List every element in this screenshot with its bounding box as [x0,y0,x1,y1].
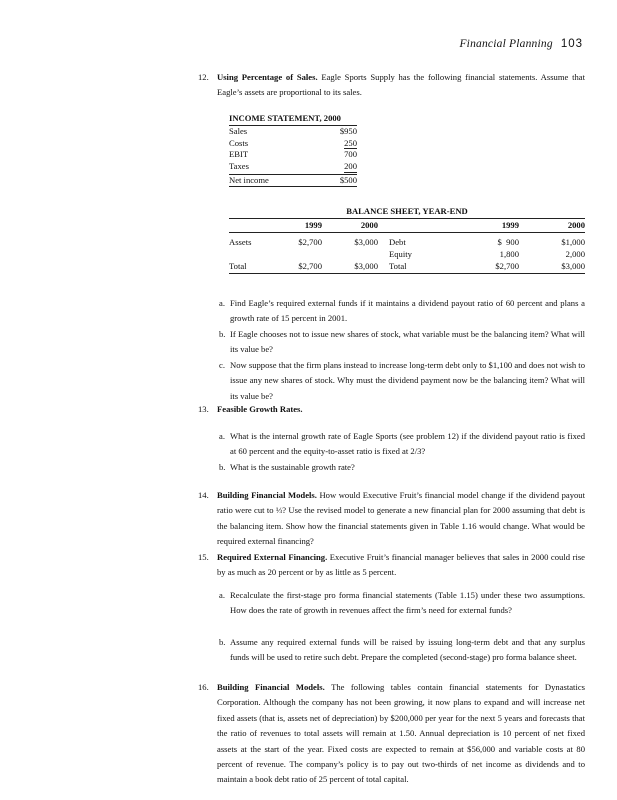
subquestion [219,429,585,460]
row-label: EBIT [229,149,249,160]
problem-title: Using Percentage of Sales. [217,72,318,82]
cell: $3,000 [354,261,378,271]
problem-text: The following tables contain financial statements for Dynastatics Corporation. Although the company has not been growing, it now plans to expand and will increase net fixed assets (that is, assets net of depreciation) by $200,000 per year for the next 5 years and forecasts that the ratio of revenues to total assets will remain at 1.50. Annual depreciation is 10 percent of net fixed assets at the start of the year. Fixed costs are expected to remain at $56,000 and variable costs at 80 percent of revenue. The company’s policy is to pay out two-thirds of net income as dividends and to maintain a book debt ratio of 25 percent of total capital. [217,682,585,785]
problem-title: Building Financial Models. [217,490,317,500]
running-header [459,38,583,50]
row-value: 250 [344,137,357,148]
row-label: Equity [389,249,412,259]
problem-number: 12. [198,72,209,82]
income-statement-table [229,112,357,187]
table-header [229,219,585,233]
problem-13 [198,402,585,417]
problem-12 [198,70,585,101]
balance-sheet-title: BALANCE SHEET, YEAR-END [229,205,585,219]
table-row [229,149,357,161]
row-value: $950 [339,126,357,136]
column-header: 2000 [360,220,378,230]
table-row [229,138,357,150]
subquestion-text: Now suppose that the firm plans instead to increase long-term debt only to $1,100 and does not wish to issue any new shares of stock. Why must the dividend payment now be the balancing item? What will its value be? [230,360,585,401]
table-row [229,248,585,260]
cell: $3,000 [561,261,585,271]
problem-text: Eagle Sports Supply has the following financial statements. Assume that Eagle’s assets are proportional to its sales. [217,72,585,98]
balance-sheet-table [229,205,585,274]
row-label: Costs [229,137,249,148]
subquestion-text: What is the internal growth rate of Eagle Sports (see problem 12) if the dividend payout ratio is fixed at 60 percent and the equity-to-asset ratio is fixed at 2/3? [230,431,585,457]
problem-number: 14. [198,490,209,500]
row-label: Taxes [229,161,249,172]
subquestion-letter: b. [219,462,226,472]
row-label: Total [229,261,247,271]
subquestion-text: Assume any required external funds will be raised by issuing long-term debt and that any surplus funds will be used to retire such debt. Prepare the completed (second-stage) pro forma balance sheet. [230,637,585,663]
row-value: 200 [344,161,357,172]
row-label: Debt [389,237,406,247]
cell: $ 900 [497,237,519,247]
cell: 1,800 [499,249,519,259]
column-header: 1999 [304,220,322,230]
subquestion-text: If Eagle chooses not to issue new shares of stock, what variable must be the balancing item? What will its value be? [230,329,585,355]
subquestion-letter: c. [219,360,225,370]
problem-title: Building Financial Models. [217,682,325,692]
problem-number: 16. [198,682,209,692]
cell: $2,700 [495,261,519,271]
chapter-title: Financial Planning [459,38,553,50]
subquestion [219,635,585,666]
problem-text: Executive Fruit’s financial manager believes that sales in 2000 could rise by as much as 20 percent or by as little as 5 percent. [217,552,585,578]
subquestion-text: Find Eagle’s required external funds if it maintains a dividend payout ratio of 60 percent and plans a growth rate of 15 percent in 2001. [230,298,585,324]
problem-title: Feasible Growth Rates. [217,404,303,414]
subquestion-letter: b. [219,637,226,647]
problem-15 [198,550,585,581]
subquestion-letter: a. [219,590,225,600]
problem-text: How would Executive Fruit’s financial model change if the dividend payout ratio were cut to ⅓? Use the revised model to generate a new financial plan for 2000 assuming that debt is the balancing item. Show how the financial statements given in Table 1.16 would change. What would be required external financing? [217,490,585,547]
row-label: Assets [229,237,252,247]
problem-title: Required External Financing. [217,552,328,562]
row-value: $500 [339,174,357,185]
table-row [229,126,357,138]
row-label: Net income [229,174,269,185]
column-header: 2000 [567,220,585,230]
subquestion-text: What is the sustainable growth rate? [230,462,355,472]
cell: $2,700 [298,261,322,271]
subquestion-letter: a. [219,431,225,441]
cell: $3,000 [354,237,378,247]
cell: 2,000 [565,249,585,259]
table-row [229,260,585,274]
subquestion-letter: a. [219,298,225,308]
row-label: Total [389,261,407,271]
subquestion-letter: b. [219,329,226,339]
subquestion-text: Recalculate the first-stage pro forma financial statements (Table 1.15) under these two assumptions. How does the rate of growth in revenues affect the firm’s need for external funds? [230,590,585,616]
subquestion [219,460,585,475]
column-header: 1999 [501,220,519,230]
problem-number: 13. [198,404,209,414]
subquestion [219,327,585,358]
table-row [229,161,357,173]
row-label: Sales [229,126,248,136]
table-row [229,174,357,187]
table-row [229,236,585,248]
income-statement-title: INCOME STATEMENT, 2000 [229,112,357,126]
page-number: 103 [560,38,583,50]
problem-16 [198,680,585,788]
problem-14 [198,488,585,550]
subquestion [219,296,585,327]
row-value: 700 [344,149,357,160]
cell: $1,000 [561,237,585,247]
subquestion [219,588,585,619]
subquestion [219,358,585,404]
problem-number: 15. [198,552,209,562]
cell: $2,700 [298,237,322,247]
